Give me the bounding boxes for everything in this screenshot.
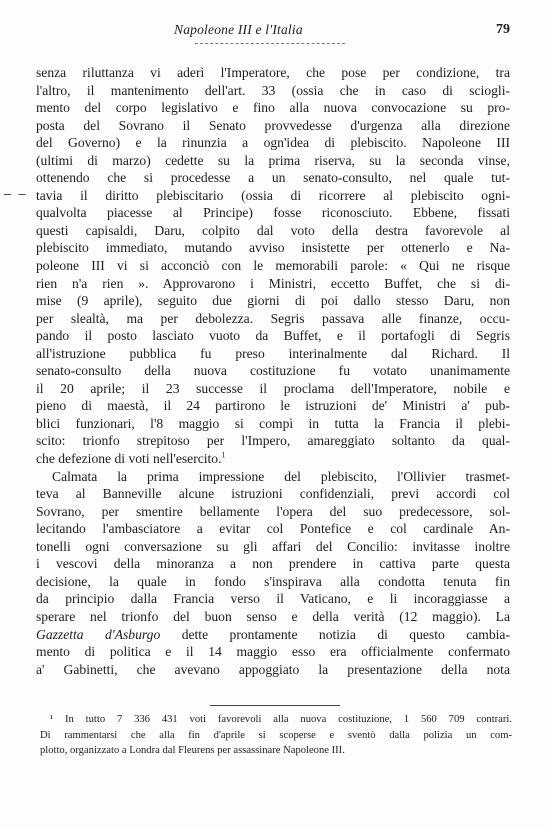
text-line: pando il posto lasciato vuoto da Buffet, e il portafogli di Segris [36,328,510,344]
page-number: 79 [496,22,510,37]
footnotes [40,712,512,759]
text-line: tavia il diritto plebiscitario (ossia di ricorrere al plebiscito ogni- [36,187,510,203]
text-line: (ultimi di marzo) cedette su la prima riserva, su la seconda vinse, [36,152,510,168]
text-line: i vescovi della minoranza a non prendere in cattiva parte questa [36,556,510,572]
running-title: Napoleone III e l'Italia [174,22,303,37]
paragraph-2 [36,468,510,679]
text-line: da principio dalla Francia verso il Vaticano, e li incoraggiasse a [36,591,510,607]
text-line: senza riluttanza vi aderì l'Imperatore, che pose per condizione, tra [36,65,510,80]
text-line: Calmata la prima impressione del plebiscito, l'Ollivier trasmet- [52,468,510,484]
footnote-line: ¹ In tutto 7 336 431 voti favorevoli alla nuova costituzione, 1 560 709 contrari. [50,714,512,725]
text-line: posta del Sovrano il Senato provvedesse d'urgenza alla direzione [36,117,510,133]
text-line: scito: trionfo strepitoso per l'Impero, amareggiato soltanto da qual- [36,433,510,449]
text-line: che defezione di voti nell'esercito.$^1$ [36,450,226,467]
footnote-line: plotto, organizzato a Londra dal Fleurens per assassinare Napoleone III. [40,745,345,756]
text-line: ottenendo che si procedesse a un senato-consulto, nel quale tut- [36,170,510,186]
page-header [34,22,510,42]
text-line: decisione, la quale in fondo s'inspirava alla condotta tenuta fin [36,573,510,589]
text-line: del Governo) e la rinunzia a ogn'idea di plebiscito. Napoleone III [36,135,510,151]
text-line: Sovrano, per smentire bellamente l'opera del suo predecessore, sol- [36,503,510,519]
footnote-rule [210,705,340,706]
text-line: lecitando l'ambasciatore a evitar col Pontefice e col cardinale An- [36,521,510,537]
text-line: il 20 aprile; il 23 successe il proclama dell'Imperatore, nobile e [36,380,510,396]
text-line: qualvolta piacesse al Principe) fosse riconosciuto. Ebbene, fissati [36,205,510,221]
text-line: all'istruzione pubblica fu preso interinalmente dal Richard. Il [36,345,510,361]
text-line: Gazzetta d'Asburgo dette prontamente notizia di questo cambia- [36,626,510,642]
text-line: mento del corpo legislativo e fino alla nuova convocazione su pro- [36,100,510,116]
paragraph-1 [36,64,510,468]
text-line: l'altro, il mantenimento dell'art. 33 (ossia che in caso di sciogli- [36,82,510,98]
text-line: senato-consulto della nuova costituzione fu votato unanimamente [36,363,510,379]
text-line: tonelli ogni conversazione su gli affari del Concilio: invitasse inoltre [36,538,510,554]
text-line: sperare nel trionfo del buon senso e della verità (12 maggio). La [36,608,510,624]
text-line: poleone III vi si acconciò con le memorabili parole: « Qui ne risque [36,258,510,274]
footnote-ref: 1 [221,450,226,460]
text-line: mise (9 aprile), seguito due giorni di poi dallo stesso Daru, non [36,293,510,309]
text-line: per slealtà, ma per debolezza. Segris passava alle finanze, occu- [36,310,510,326]
text-line: blici funzionari, l'8 maggio si compì in tutta la Francia il plebi- [36,415,510,431]
text-line: pieno di maestà, il 24 partirono le istruzioni de' Ministri a' pub- [36,398,510,414]
body-text [36,64,510,678]
footnote-line: Di rammentarsi che alla fin d'aprile si scoperse e sventò dalla polizia un com- [40,729,512,741]
header-rule [195,43,345,46]
text-line: teva al Banneville alcune istruzioni confidenziali, previ accordi col [36,486,510,502]
margin-mark: – – [4,187,26,201]
text-line: a' Gabinetti, che avevano appoggiato la presentazione della nota [36,661,510,677]
text-line: mento di politica e il 14 maggio esso era officialmente confermato [36,644,510,660]
text-line: rien n'a rien ». Approvarono i Ministri, eccetto Buffet, che si di- [36,275,510,291]
text-line: plebiscito immediato, mutando avviso insistette per ottenerlo e Na- [36,240,510,256]
text-line: questi capisaldi, Daru, colpito dal voto della destra favorevole al [36,222,510,238]
